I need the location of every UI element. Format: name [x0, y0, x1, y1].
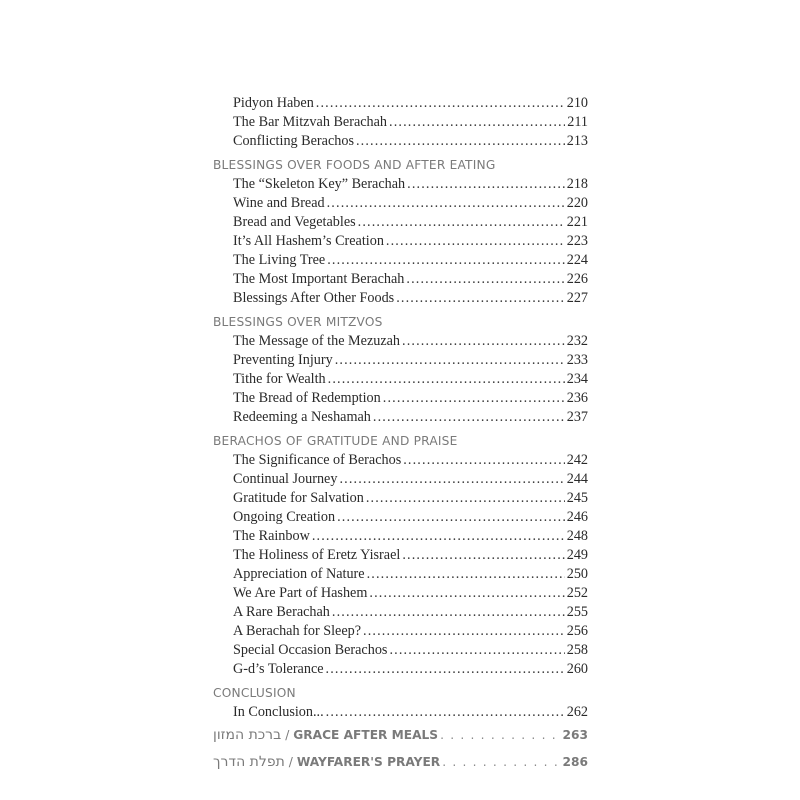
entry-title: A Berachah for Sleep? — [233, 623, 362, 639]
entry-title: Redeeming a Neshamah — [233, 409, 371, 425]
dot-leader — [440, 722, 560, 749]
dot-leader — [389, 641, 564, 660]
entry-page-number: 234 — [566, 371, 588, 387]
entry-page-number: 211 — [567, 114, 588, 130]
entry-title: Special Occasion Berachos — [233, 642, 388, 658]
toc-entry — [213, 132, 588, 151]
toc-entry — [213, 451, 588, 470]
entry-page-number: 286 — [562, 755, 588, 769]
entry-title: Wine and Bread — [233, 195, 325, 211]
dot-leader — [373, 408, 565, 427]
entry-page-number: 210 — [566, 95, 588, 111]
toc-entry — [213, 703, 588, 722]
toc-continued-section — [213, 94, 588, 151]
entry-title: The Bar Mitzvah Berachah — [233, 114, 388, 130]
toc-entry — [213, 332, 588, 351]
toc-main-entry-wayfarers-prayer — [213, 749, 588, 776]
section-heading: BLESSINGS OVER MITZVOS — [213, 315, 383, 329]
entry-page-number: 224 — [566, 252, 588, 268]
entry-page-number: 233 — [566, 352, 588, 368]
toc-main-entry-grace-after-meals — [213, 722, 588, 749]
toc-entry — [213, 270, 588, 289]
entry-page-number: 256 — [566, 623, 588, 639]
dot-leader — [326, 703, 565, 722]
entry-title: WAYFARER'S PRAYER — [296, 755, 441, 769]
toc-entry — [213, 94, 588, 113]
toc-entry — [213, 251, 588, 270]
entry-title: G-d’s Tolerance — [233, 661, 324, 677]
toc-entry — [213, 508, 588, 527]
entry-title: The Most Important Berachah — [233, 271, 405, 287]
toc-entry — [213, 641, 588, 660]
entry-title: Continual Journey — [233, 471, 338, 487]
entry-title: Bread and Vegetables — [233, 214, 356, 230]
dot-leader — [389, 113, 565, 132]
dot-leader — [366, 489, 565, 508]
toc-section-gratitude — [213, 431, 588, 679]
dot-leader — [335, 351, 565, 370]
toc-entry — [213, 370, 588, 389]
dot-leader — [386, 232, 565, 251]
toc-entry — [213, 289, 588, 308]
entry-page-number: 244 — [566, 471, 588, 487]
dot-leader — [356, 132, 565, 151]
toc-entry — [213, 603, 588, 622]
dot-leader — [327, 194, 565, 213]
entry-title: Conflicting Berachos — [233, 133, 354, 149]
entry-page-number: 236 — [566, 390, 588, 406]
entry-page-number: 248 — [566, 528, 588, 544]
dot-leader — [407, 175, 565, 194]
entry-page-number: 250 — [566, 566, 588, 582]
entry-page-number: 221 — [566, 214, 588, 230]
entry-title: The Holiness of Eretz Yisrael — [233, 547, 401, 563]
toc-entry — [213, 213, 588, 232]
toc-entry — [213, 194, 588, 213]
entry-page-number: 226 — [566, 271, 588, 287]
entry-title: Blessings After Other Foods — [233, 290, 395, 306]
entry-title: The Message of the Mezuzah — [233, 333, 401, 349]
entry-page-number: 213 — [566, 133, 588, 149]
entry-page-number: 237 — [566, 409, 588, 425]
entry-title: GRACE AFTER MEALS — [293, 728, 439, 742]
hebrew-title: תפלת הדרך — [213, 754, 285, 770]
dot-leader — [358, 213, 565, 232]
dot-leader — [316, 94, 565, 113]
title-separator: / — [285, 728, 290, 742]
toc-entry — [213, 470, 588, 489]
toc-entry — [213, 113, 588, 132]
toc-entry — [213, 527, 588, 546]
entry-title: The Significance of Berachos — [233, 452, 402, 468]
entry-page-number: 227 — [566, 290, 588, 306]
dot-leader — [442, 749, 560, 776]
dot-leader — [367, 565, 565, 584]
dot-leader — [327, 251, 565, 270]
entry-title: Appreciation of Nature — [233, 566, 365, 582]
dot-leader — [402, 546, 564, 565]
toc-section-conclusion — [213, 683, 588, 722]
entry-page-number: 258 — [566, 642, 588, 658]
dot-leader — [326, 660, 565, 679]
dot-leader — [332, 603, 565, 622]
entry-page-number: 260 — [566, 661, 588, 677]
dot-leader — [328, 370, 565, 389]
toc-entry — [213, 351, 588, 370]
dot-leader — [396, 289, 565, 308]
entry-title: We Are Part of Hashem — [233, 585, 368, 601]
hebrew-title: ברכת המזון — [213, 727, 282, 743]
toc-entry — [213, 565, 588, 584]
entry-page-number: 255 — [566, 604, 588, 620]
toc-entry — [213, 660, 588, 679]
entry-page-number: 232 — [566, 333, 588, 349]
toc-entry — [213, 232, 588, 251]
section-heading: BERACHOS OF GRATITUDE AND PRAISE — [213, 434, 458, 448]
entry-title: The Living Tree — [233, 252, 326, 268]
entry-page-number: 220 — [566, 195, 588, 211]
entry-title: It’s All Hashem’s Creation — [233, 233, 384, 249]
entry-page-number: 262 — [566, 704, 588, 720]
entry-title: Tithe for Wealth — [233, 371, 326, 387]
dot-leader — [312, 527, 565, 546]
toc-entry — [213, 546, 588, 565]
toc-entry — [213, 389, 588, 408]
entry-page-number: 242 — [566, 452, 588, 468]
entry-title: Preventing Injury — [233, 352, 333, 368]
dot-leader — [402, 332, 565, 351]
dot-leader — [363, 622, 565, 641]
entry-title: In Conclusion... — [233, 704, 324, 720]
section-heading: BLESSINGS OVER FOODS AND AFTER EATING — [213, 158, 496, 172]
dot-leader — [337, 508, 565, 527]
toc-entry — [213, 175, 588, 194]
entry-page-number: 223 — [566, 233, 588, 249]
dot-leader — [406, 270, 564, 289]
dot-leader — [383, 389, 565, 408]
entry-page-number: 246 — [566, 509, 588, 525]
toc-section-mitzvos — [213, 312, 588, 427]
toc-entry — [213, 408, 588, 427]
dot-leader — [339, 470, 564, 489]
entry-title: The “Skeleton Key” Berachah — [233, 176, 406, 192]
entry-title: The Rainbow — [233, 528, 310, 544]
table-of-contents — [213, 94, 588, 776]
section-heading: CONCLUSION — [213, 686, 296, 700]
toc-section-foods — [213, 155, 588, 308]
entry-page-number: 252 — [566, 585, 588, 601]
entry-title: Ongoing Creation — [233, 509, 336, 525]
entry-title: The Bread of Redemption — [233, 390, 381, 406]
entry-page-number: 245 — [566, 490, 588, 506]
entry-title: Pidyon Haben — [233, 95, 314, 111]
entry-page-number: 249 — [566, 547, 588, 563]
toc-entry — [213, 489, 588, 508]
dot-leader — [403, 451, 565, 470]
entry-title: A Rare Berachah — [233, 604, 330, 620]
entry-page-number: 218 — [566, 176, 588, 192]
toc-entry — [213, 584, 588, 603]
entry-title: Gratitude for Salvation — [233, 490, 364, 506]
entry-page-number: 263 — [562, 728, 588, 742]
dot-leader — [369, 584, 564, 603]
toc-entry — [213, 622, 588, 641]
title-separator: / — [288, 755, 293, 769]
